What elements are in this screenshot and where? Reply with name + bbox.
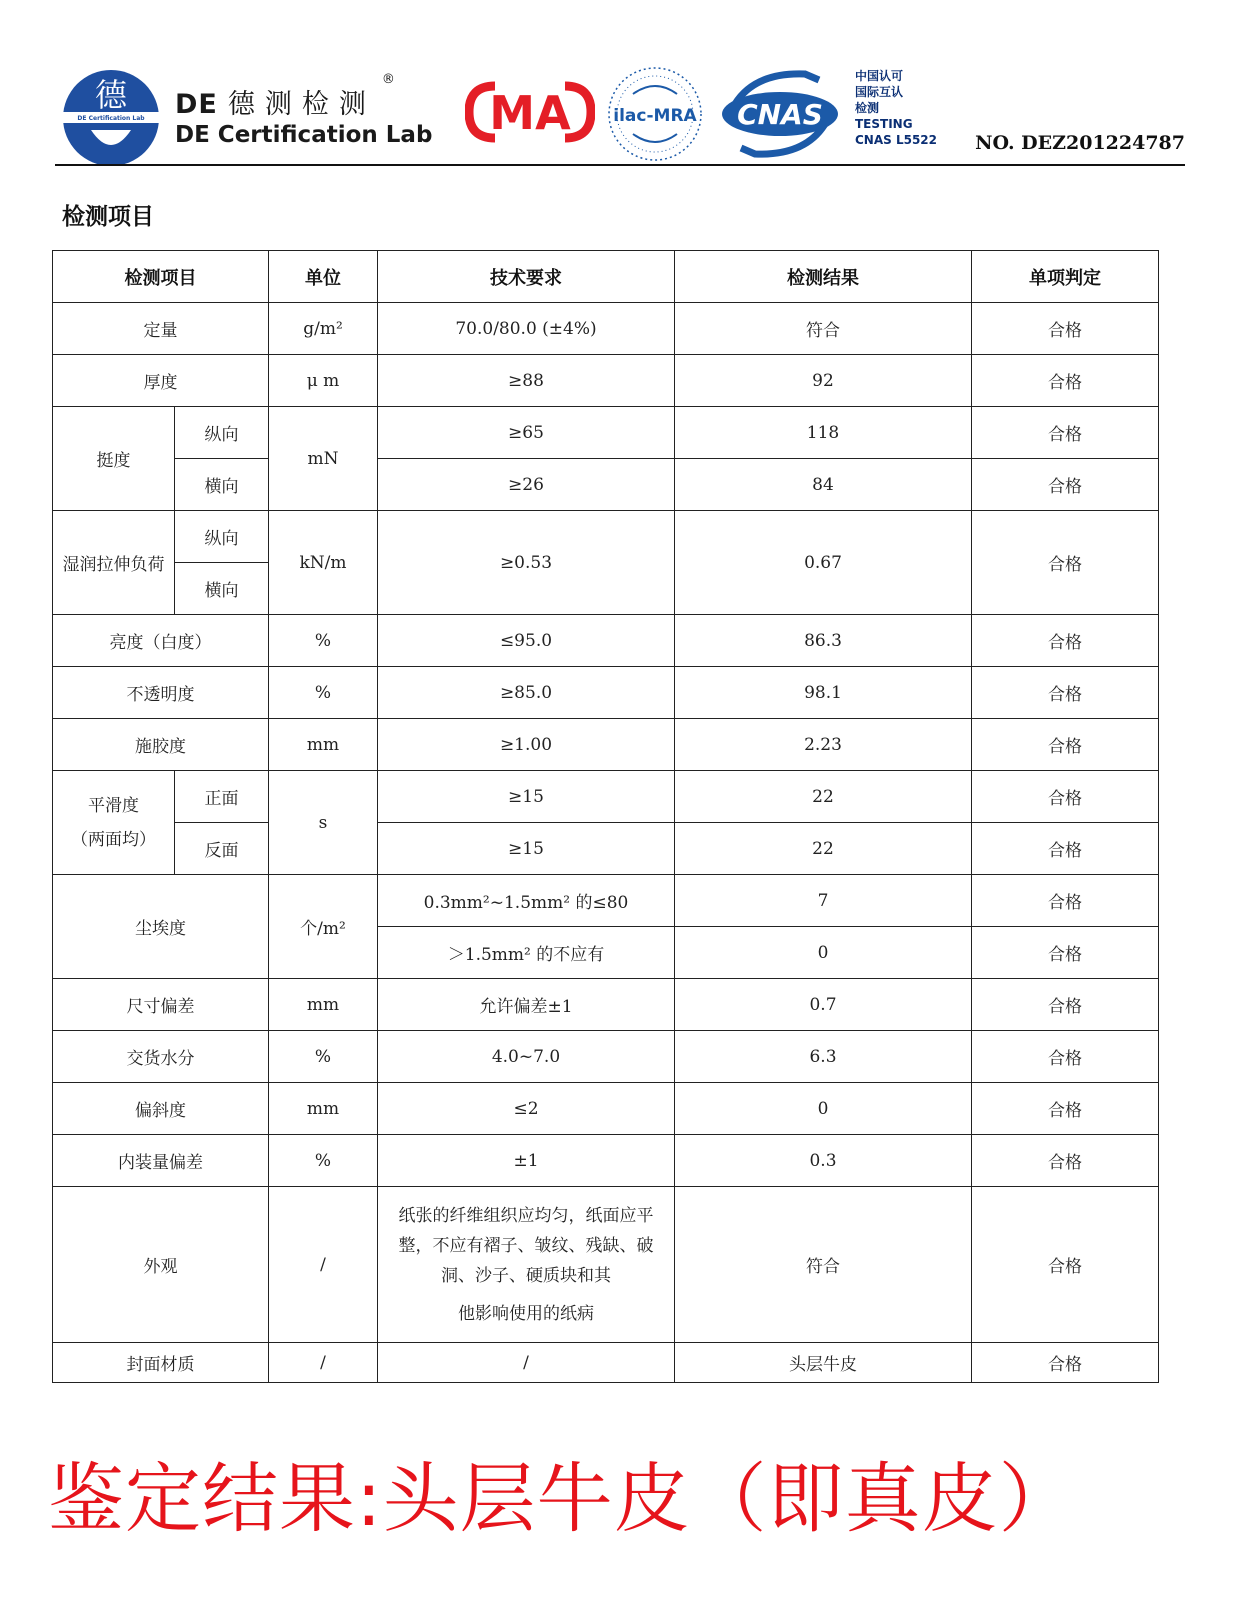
verdict-cell: 合格 bbox=[972, 303, 1159, 355]
conclusion-text: 鉴定结果:头层牛皮（即真皮） bbox=[48, 1454, 1076, 1543]
header-divider bbox=[55, 164, 1185, 166]
result-cell: 118 bbox=[675, 407, 972, 459]
item-cell: 不透明度 bbox=[53, 667, 269, 719]
result-cell: 86.3 bbox=[675, 615, 972, 667]
table-row bbox=[53, 459, 1159, 511]
result-cell: 0 bbox=[675, 927, 972, 979]
item-line: （两面均） bbox=[71, 829, 156, 850]
verdict-cell: 合格 bbox=[972, 719, 1159, 771]
results-table bbox=[52, 250, 1159, 1383]
verdict-cell: 合格 bbox=[972, 407, 1159, 459]
verdict-cell: 合格 bbox=[972, 927, 1159, 979]
result-cell: 头层牛皮 bbox=[675, 1343, 972, 1383]
sub-item-cell: 横向 bbox=[175, 563, 269, 615]
verdict-cell: 合格 bbox=[972, 979, 1159, 1031]
table-row bbox=[53, 1083, 1159, 1135]
result-cell: 22 bbox=[675, 823, 972, 875]
unit-cell: % bbox=[269, 667, 378, 719]
result-cell: 0.3 bbox=[675, 1135, 972, 1187]
cnas-info-line: CNAS L5522 bbox=[855, 133, 938, 147]
table-row bbox=[53, 615, 1159, 667]
requirement-cell: ≥1.00 bbox=[378, 719, 675, 771]
registered-mark: ® bbox=[381, 72, 396, 87]
unit-cell: mm bbox=[269, 1083, 378, 1135]
cnas-info-line: 检测 bbox=[855, 101, 880, 115]
unit-cell: % bbox=[269, 1031, 378, 1083]
de-logo bbox=[61, 68, 161, 168]
table-row bbox=[53, 303, 1159, 355]
result-cell: 2.23 bbox=[675, 719, 972, 771]
item-cell: 封面材质 bbox=[53, 1343, 269, 1383]
ilac-text: ilac-MRA bbox=[613, 106, 697, 126]
item-cell: 外观 bbox=[53, 1187, 269, 1343]
verdict-cell: 合格 bbox=[972, 823, 1159, 875]
unit-cell: mm bbox=[269, 979, 378, 1031]
verdict-cell: 合格 bbox=[972, 1083, 1159, 1135]
result-cell: 符合 bbox=[675, 1187, 972, 1343]
requirement-cell: ≤95.0 bbox=[378, 615, 675, 667]
item-line: 平滑度 bbox=[88, 795, 139, 816]
result-cell: 符合 bbox=[675, 303, 972, 355]
col-header: 检测项目 bbox=[53, 251, 269, 303]
result-cell: 84 bbox=[675, 459, 972, 511]
item-cell: 尘埃度 bbox=[53, 875, 269, 979]
table-row bbox=[53, 1135, 1159, 1187]
cma-mark bbox=[465, 80, 595, 144]
requirement-cell: 4.0~7.0 bbox=[378, 1031, 675, 1083]
unit-cell: / bbox=[269, 1187, 378, 1343]
requirement-cell: ≥15 bbox=[378, 771, 675, 823]
verdict-cell: 合格 bbox=[972, 355, 1159, 407]
sub-item-cell: 反面 bbox=[175, 823, 269, 875]
table-row bbox=[53, 875, 1159, 927]
result-cell: 0.7 bbox=[675, 979, 972, 1031]
requirement-cell: ≥0.53 bbox=[378, 511, 675, 615]
result-cell: 7 bbox=[675, 875, 972, 927]
unit-cell: % bbox=[269, 1135, 378, 1187]
table-row bbox=[53, 979, 1159, 1031]
item-cell: 尺寸偏差 bbox=[53, 979, 269, 1031]
sub-item-cell: 横向 bbox=[175, 459, 269, 511]
sub-item-cell: 纵向 bbox=[175, 407, 269, 459]
requirement-cell: ≥85.0 bbox=[378, 667, 675, 719]
item-cell: 偏斜度 bbox=[53, 1083, 269, 1135]
col-header: 单项判定 bbox=[972, 251, 1159, 303]
brand-cn: 德测检测 bbox=[227, 89, 376, 120]
result-cell: 0 bbox=[675, 1083, 972, 1135]
unit-cell: 个/m² bbox=[269, 875, 378, 979]
item-cell: 施胶度 bbox=[53, 719, 269, 771]
item-cell bbox=[53, 771, 175, 875]
unit-cell: s bbox=[269, 771, 378, 875]
result-cell: 92 bbox=[675, 355, 972, 407]
verdict-cell: 合格 bbox=[972, 667, 1159, 719]
cnas-mark bbox=[715, 66, 845, 162]
requirement-cell: 70.0/80.0 (±4%) bbox=[378, 303, 675, 355]
table-header-row bbox=[53, 251, 1159, 303]
table-row bbox=[53, 771, 1159, 823]
logo-char: 德 bbox=[94, 76, 128, 114]
verdict-cell: 合格 bbox=[972, 875, 1159, 927]
verdict-cell: 合格 bbox=[972, 511, 1159, 615]
table-row bbox=[53, 719, 1159, 771]
item-cell: 湿润拉伸负荷 bbox=[53, 511, 175, 615]
verdict-cell: 合格 bbox=[972, 1135, 1159, 1187]
verdict-cell: 合格 bbox=[972, 1031, 1159, 1083]
col-header: 检测结果 bbox=[675, 251, 972, 303]
cnas-info-line: 国际互认 bbox=[855, 85, 904, 99]
col-header: 单位 bbox=[269, 251, 378, 303]
item-cell: 定量 bbox=[53, 303, 269, 355]
unit-cell: μ m bbox=[269, 355, 378, 407]
item-cell: 交货水分 bbox=[53, 1031, 269, 1083]
report-header bbox=[55, 60, 1185, 170]
unit-cell: g/m² bbox=[269, 303, 378, 355]
cnas-info-line: 中国认可 bbox=[855, 69, 904, 83]
unit-cell: mm bbox=[269, 719, 378, 771]
section-title: 检测项目 bbox=[62, 204, 154, 230]
requirement-cell: ±1 bbox=[378, 1135, 675, 1187]
brand-title bbox=[175, 72, 396, 121]
requirement-cell: ≥88 bbox=[378, 355, 675, 407]
table-row bbox=[53, 355, 1159, 407]
unit-cell: / bbox=[269, 1343, 378, 1383]
requirement-cell: ≥15 bbox=[378, 823, 675, 875]
table-row bbox=[53, 667, 1159, 719]
unit-cell: mN bbox=[269, 407, 378, 511]
verdict-cell: 合格 bbox=[972, 459, 1159, 511]
brand-abbr: DE bbox=[175, 89, 218, 120]
requirement-cell: / bbox=[378, 1343, 675, 1383]
logo-small-text: DE Certification Lab bbox=[77, 115, 145, 122]
requirement-cell: ≥26 bbox=[378, 459, 675, 511]
cnas-info bbox=[855, 68, 937, 148]
verdict-cell: 合格 bbox=[972, 615, 1159, 667]
requirement-text: 纸张的纤维组织应均匀，纸面应平整，不应有褶子、皱纹、残缺、破洞、沙子、硬质块和其 bbox=[398, 1205, 654, 1286]
requirement-cell bbox=[378, 1187, 675, 1343]
item-cell: 内装量偏差 bbox=[53, 1135, 269, 1187]
cnas-info-line: TESTING bbox=[855, 117, 913, 131]
col-header: 技术要求 bbox=[378, 251, 675, 303]
result-cell: 6.3 bbox=[675, 1031, 972, 1083]
item-cell: 挺度 bbox=[53, 407, 175, 511]
cma-text: MA bbox=[489, 86, 571, 140]
requirement-cell: 0.3mm²~1.5mm² 的≤80 bbox=[378, 875, 675, 927]
report-number: NO. DEZ201224787 bbox=[975, 132, 1185, 154]
sub-item-cell: 纵向 bbox=[175, 511, 269, 563]
table-row bbox=[53, 1187, 1159, 1343]
requirement-cell: 允许偏差±1 bbox=[378, 979, 675, 1031]
result-cell: 98.1 bbox=[675, 667, 972, 719]
verdict-cell: 合格 bbox=[972, 771, 1159, 823]
requirement-cell: ＞1.5mm² 的不应有 bbox=[378, 927, 675, 979]
table-row bbox=[53, 511, 1159, 563]
table-row bbox=[53, 1343, 1159, 1383]
unit-cell: % bbox=[269, 615, 378, 667]
table-row bbox=[53, 1031, 1159, 1083]
verdict-cell: 合格 bbox=[972, 1343, 1159, 1383]
brand-en: DE Certification Lab bbox=[175, 122, 433, 148]
result-cell: 0.67 bbox=[675, 511, 972, 615]
requirement-cell: ≥65 bbox=[378, 407, 675, 459]
sub-item-cell: 正面 bbox=[175, 771, 269, 823]
verdict-cell: 合格 bbox=[972, 1187, 1159, 1343]
item-cell: 厚度 bbox=[53, 355, 269, 407]
unit-cell: kN/m bbox=[269, 511, 378, 615]
item-cell: 亮度（白度） bbox=[53, 615, 269, 667]
result-cell: 22 bbox=[675, 771, 972, 823]
cnas-text: CNAS bbox=[737, 98, 823, 131]
requirement-text: 他影响使用的纸病 bbox=[458, 1303, 594, 1324]
table-row bbox=[53, 823, 1159, 875]
table-row bbox=[53, 407, 1159, 459]
ilac-mra-mark bbox=[605, 64, 705, 164]
requirement-cell: ≤2 bbox=[378, 1083, 675, 1135]
